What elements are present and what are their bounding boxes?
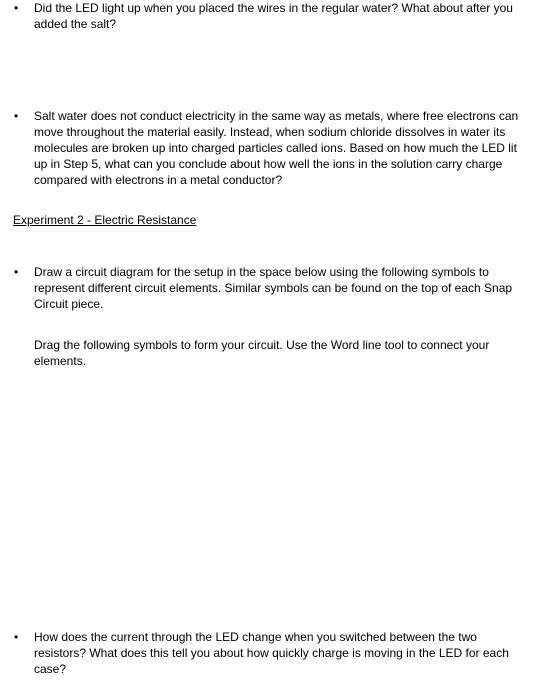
bullet-icon: • [14,1,19,15]
question-circuit-diagram: Draw a circuit diagram for the setup in the space below using the following symbols to represent different circuit elements. Similar symbols can be found on the top of each Snap Circuit piece. [34,265,513,311]
question-salt-water-ions: Salt water does not conduct electricity in the same way as metals, where free electrons can move throughout the material easily. Instead, when sodium chloride dissolves in water its molecules are broken up into charged particles called ions. Based on how much the LED lit up in Step 5, what can you conclude about how well the ions in the solution carry charge compared with electrons in a metal conductor? [34,109,519,187]
drawing-area[interactable] [34,380,524,620]
section-heading-experiment-2: Experiment 2 - Electric Resistance [13,213,197,227]
bullet-icon: • [14,630,19,644]
question-current-resistors: How does the current through the LED change when you switched between the two resistors? What does this tell you about how quickly charge is moving in the LED for each case? [34,630,509,676]
bullet-icon: • [14,109,19,123]
question-led-water: Did the LED light up when you placed the wires in the regular water? What about after you added the salt? [34,1,513,31]
circuit-instruction-text: Drag the following symbols to form your circuit. Use the Word line tool to connect your elements. [34,338,490,368]
bullet-icon: • [14,265,19,279]
